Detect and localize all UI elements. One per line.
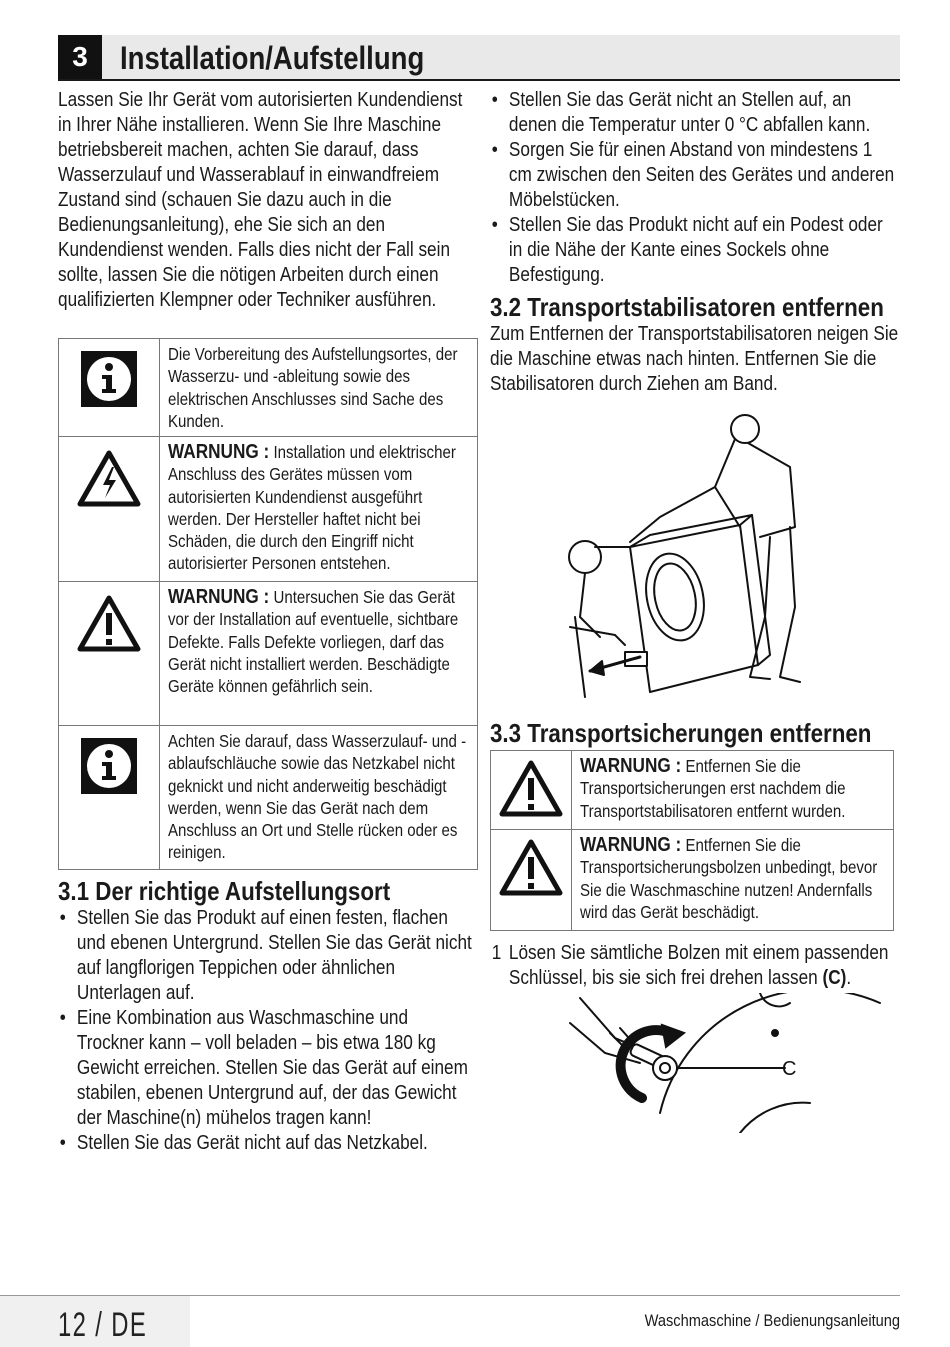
section-3-1-title: 3.1 Der richtige Aufstellungsort <box>58 876 391 906</box>
intro-paragraph: Lassen Sie Ihr Gerät vom autorisierten Kundendienst in Ihrer Nähe installieren. Wenn Sie Ihre Maschine betriebsbereit machen, achten Sie darauf, dass Wasserzulauf und Wasserablauf in einwandfreiem Zustand sind (schauen Sie dazu auch in die Bedienungsanleitung), ehe Sie sich an den Kundendienst wenden. Falls dies nicht der Fall sein sollte, lassen Sie die nötigen Arbeiten durch einen qualifizierten Klempner oder Techniker ausführen. <box>58 89 463 311</box>
list-item: • Stellen Sie das Gerät nicht an Stellen auf, an denen die Temperatur unter 0 °C abfallen kann. <box>490 88 899 138</box>
tilt-machine-illustration <box>490 407 900 712</box>
notice-text: Die Vorbereitung des Aufstellungsortes, der Wasserzu- und -ableitung sowie des elektrischen Anschlusses sind Sache des Kunden. <box>168 344 458 431</box>
warning-icon <box>491 830 572 930</box>
notice-text: WARNUNG : Untersuchen Sie das Gerät vor der Installation auf eventuelle, sichtbare Defekte. Falls Defekte vorliegen, darf das Gerät nicht installiert werden. Beschädigte Geräte können gefährlich sein. <box>168 586 459 697</box>
page-number: 12 / DE <box>58 1306 148 1344</box>
left-column <box>58 88 478 1156</box>
electric-hazard-icon <box>59 437 160 581</box>
list-item: • Stellen Sie das Produkt nicht auf ein Podest oder in die Nähe der Kante eines Sockels ohne Befestigung. <box>490 213 899 288</box>
warning-row <box>491 751 893 830</box>
right-column <box>490 88 900 1133</box>
notice-row <box>59 726 477 869</box>
chapter-title: Installation/Aufstellung <box>120 40 425 76</box>
section-3-2-title: 3.2 Transportstabilisatoren entfernen <box>490 292 884 322</box>
figure-label-c: C <box>782 1058 797 1080</box>
notice-row <box>59 437 477 582</box>
info-icon <box>59 726 160 869</box>
steps-list <box>490 941 899 991</box>
chapter-number: 3 <box>58 35 102 79</box>
notice-text: Achten Sie darauf, dass Wasserzulauf- und -ablaufschläuche sowie das Netzkabel nicht geknickt und nicht anderweitig beschädigt werden, wenn Sie das Gerät nach dem Anschluss an Ort und Stelle rücken oder es reinigen. <box>168 731 467 863</box>
list-item: • Sorgen Sie für einen Abstand von mindestens 1 cm zwischen den Seiten des Gerätes und anderen Möbelstücken. <box>490 138 899 213</box>
warning-text: WARNUNG : Entfernen Sie die Transportsicherungsbolzen unbedingt, bevor Sie die Waschmaschine nutzen! Andernfalls wird das Gerät beschädigt. <box>580 834 878 922</box>
list-item: • Eine Kombination aus Waschmaschine und Trockner kann – voll beladen – bis etwa 180 kg Gewicht erreichen. Stellen Sie das Gerät auf einem stabilen, ebenen Untergrund auf, der das Gewicht der Maschine(n) mühelos tragen kann! <box>58 1006 477 1131</box>
list-item: 1 Lösen Sie sämtliche Bolzen mit einem passenden Schlüssel, bis sie sich frei drehen lassen (C). <box>491 942 889 989</box>
chapter-header <box>58 35 900 81</box>
footer-document-title: Waschmaschine / Bedienungsanleitung <box>644 1311 900 1330</box>
notice-row <box>59 339 477 437</box>
warning-table <box>490 750 894 931</box>
warning-icon <box>59 582 160 725</box>
section-3-2-text: Zum Entfernen der Transportstabilisatoren neigen Sie die Maschine etwas nach hinten. Entfernen Sie die Stabilisatoren durch Ziehen am Band. <box>490 323 899 395</box>
placement-list <box>490 88 899 288</box>
notice-table <box>58 338 478 870</box>
bolt-wrench-illustration <box>560 993 890 1133</box>
warning-icon <box>491 751 572 829</box>
notice-text: WARNUNG : Installation und elektrischer Anschluss des Gerätes müssen vom autorisierten Kundendienst ausgeführt werden. Der Hersteller haftet nicht bei Schäden, die durch den Eingriff nicht autorisierter Personen entstehen. <box>168 441 456 574</box>
warning-text: WARNUNG : Entfernen Sie die Transportsicherungen erst nachdem die Transportstabilisatoren entfernt wurden. <box>580 755 846 821</box>
list-item: • Stellen Sie das Produkt auf einen festen, flachen und ebenen Untergrund. Stellen Sie das Gerät nicht auf langflorigen Teppichen oder ähnlichen Unterlagen auf. <box>58 906 477 1006</box>
section-3-1-list <box>58 906 477 1156</box>
notice-row <box>59 582 477 726</box>
section-3-3-title: 3.3 Transportsicherungen entfernen <box>490 718 872 748</box>
list-item: • Stellen Sie das Gerät nicht auf das Netzkabel. <box>58 1131 477 1156</box>
warning-row <box>491 830 893 930</box>
info-icon <box>59 339 160 436</box>
